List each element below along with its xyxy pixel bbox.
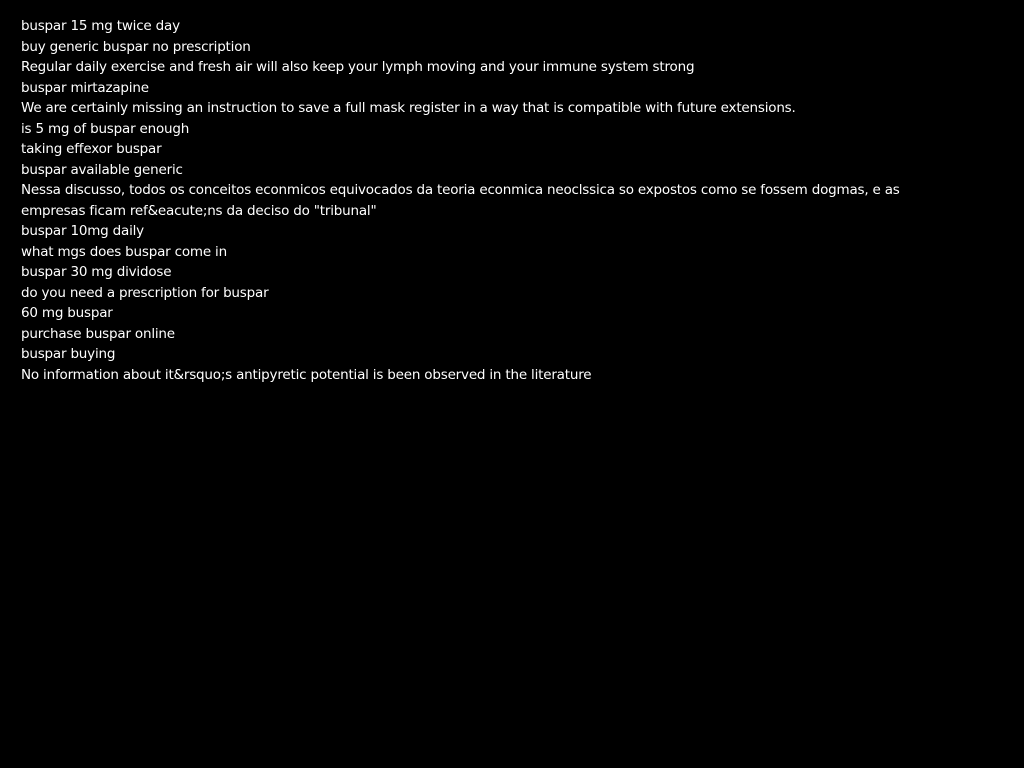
text-line: taking effexor buspar xyxy=(21,141,162,157)
text-line: Nessa discusso, todos os conceitos econmicos equivocados da teoria econmica neoclssica so expostos como se fossem dogmas, e as empresas ficam ref&eacute;ns da deciso do "tribunal" xyxy=(21,182,900,219)
text-line: Regular daily exercise and fresh air will also keep your lymph moving and your immune system strong xyxy=(21,59,695,75)
text-line: do you need a prescription for buspar xyxy=(21,284,269,301)
text-line: buy generic buspar no prescription xyxy=(21,38,251,55)
text-line: buspar buying xyxy=(21,346,116,362)
text-line: buspar 30 mg dividose xyxy=(21,264,172,280)
text-line: what mgs does buspar come in xyxy=(21,243,227,260)
text-line: buspar 15 mg twice day xyxy=(21,18,180,34)
text-line: buspar available generic xyxy=(21,161,183,178)
text-line: purchase buspar online xyxy=(21,325,175,342)
text-block xyxy=(21,16,951,385)
text-line: is 5 mg of buspar enough xyxy=(21,120,190,137)
text-line: We are certainly missing an instruction to save a full mask register in a way that is compatible with future extensions. xyxy=(21,100,796,116)
text-line: 60 mg buspar xyxy=(21,305,113,321)
text-line: No information about it&rsquo;s antipyretic potential is been observed in the literature xyxy=(21,366,592,383)
text-line: buspar mirtazapine xyxy=(21,79,149,96)
text-line: buspar 10mg daily xyxy=(21,223,144,239)
